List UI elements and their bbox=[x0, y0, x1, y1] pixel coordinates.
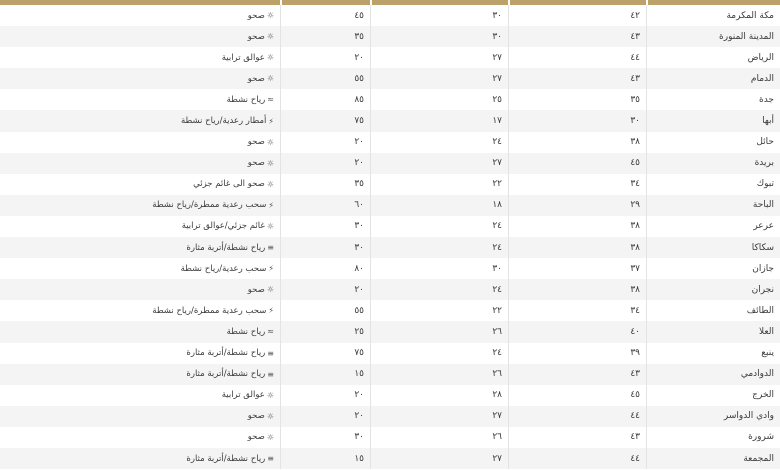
weather-description: صحو bbox=[247, 284, 265, 295]
max-temp-cell: ٢٩ bbox=[508, 195, 646, 216]
weather-description: سحب رعدية/رياح نشطة bbox=[180, 263, 267, 274]
weather-cell bbox=[0, 385, 280, 406]
min-temp-cell: ٢٤ bbox=[370, 343, 508, 364]
max-temp-cell: ٤٤ bbox=[508, 406, 646, 427]
table-row bbox=[0, 68, 780, 89]
city-cell: عرعر bbox=[646, 216, 780, 237]
max-temp-cell: ٤٤ bbox=[508, 47, 646, 68]
min-temp-cell: ٢٦ bbox=[370, 321, 508, 342]
city-cell: نجران bbox=[646, 279, 780, 300]
humidity-cell: ٣٠ bbox=[280, 216, 370, 237]
min-temp-cell: ٣٠ bbox=[370, 5, 508, 26]
table-row bbox=[0, 89, 780, 110]
humidity-cell: ٢٠ bbox=[280, 406, 370, 427]
humidity-cell: ١٥ bbox=[280, 448, 370, 469]
city-cell: الرياض bbox=[646, 47, 780, 68]
max-temp-cell: ٣٨ bbox=[508, 279, 646, 300]
max-temp-cell: ٣٩ bbox=[508, 343, 646, 364]
city-cell: الدمام bbox=[646, 68, 780, 89]
sun-icon: ☼ bbox=[266, 53, 274, 63]
weather-description: غائم جزئي/عوالق ترابية bbox=[181, 221, 265, 232]
weather-cell bbox=[0, 364, 280, 385]
wind-icon: ≈ bbox=[267, 95, 274, 105]
humidity-cell: ٦٠ bbox=[280, 195, 370, 216]
city-cell: ينبع bbox=[646, 343, 780, 364]
max-temp-cell: ٣٨ bbox=[508, 132, 646, 153]
city-cell: وادي الدواسر bbox=[646, 406, 780, 427]
min-temp-cell: ٢٢ bbox=[370, 174, 508, 195]
weather-description: عوالق ترابية bbox=[221, 52, 265, 63]
table-row bbox=[0, 300, 780, 321]
table-row bbox=[0, 153, 780, 174]
weather-cell bbox=[0, 110, 280, 131]
max-temp-cell: ٤٤ bbox=[508, 448, 646, 469]
city-cell: حائل bbox=[646, 132, 780, 153]
weather-cell bbox=[0, 406, 280, 427]
min-temp-cell: ٢٤ bbox=[370, 132, 508, 153]
weather-cell bbox=[0, 132, 280, 153]
max-temp-cell: ٣٥ bbox=[508, 89, 646, 110]
thunderstorm-icon: ⚡ bbox=[268, 264, 274, 274]
max-temp-cell: ٣٨ bbox=[508, 237, 646, 258]
weather-description: أمطار رعدية/رياح نشطة bbox=[180, 116, 267, 127]
humidity-cell: ٣٥ bbox=[280, 174, 370, 195]
humidity-cell: ٢٠ bbox=[280, 132, 370, 153]
weather-cell bbox=[0, 89, 280, 110]
city-cell: الخرج bbox=[646, 385, 780, 406]
max-temp-cell: ٤٣ bbox=[508, 68, 646, 89]
weather-description: صحو bbox=[247, 411, 265, 422]
min-temp-cell: ٢٥ bbox=[370, 89, 508, 110]
dust-icon: ≡ bbox=[267, 454, 274, 464]
table-row bbox=[0, 343, 780, 364]
table-row bbox=[0, 279, 780, 300]
thunderstorm-icon: ⚡ bbox=[268, 306, 274, 316]
humidity-cell: ٧٥ bbox=[280, 110, 370, 131]
max-temp-cell: ٤٣ bbox=[508, 26, 646, 47]
min-temp-cell: ٢٤ bbox=[370, 279, 508, 300]
dust-icon: ≡ bbox=[267, 348, 274, 358]
humidity-cell: ٥٥ bbox=[280, 68, 370, 89]
min-temp-cell: ١٨ bbox=[370, 195, 508, 216]
humidity-cell: ٨٠ bbox=[280, 258, 370, 279]
sun-icon: ☼ bbox=[266, 32, 274, 42]
weather-description: رياح نشطة bbox=[226, 326, 266, 337]
weather-description: صحو bbox=[247, 432, 265, 443]
table-row bbox=[0, 110, 780, 131]
min-temp-cell: ٢٤ bbox=[370, 237, 508, 258]
max-temp-cell: ٣٤ bbox=[508, 300, 646, 321]
dust-icon: ≡ bbox=[267, 243, 274, 253]
thunderstorm-icon: ⚡ bbox=[268, 116, 274, 126]
table-row bbox=[0, 364, 780, 385]
city-cell: الطائف bbox=[646, 300, 780, 321]
humidity-cell: ٤٥ bbox=[280, 5, 370, 26]
weather-description: صحو bbox=[247, 31, 265, 42]
city-cell: العلا bbox=[646, 321, 780, 342]
city-cell: جدة bbox=[646, 89, 780, 110]
sun-icon: ☼ bbox=[266, 158, 274, 168]
max-temp-cell: ٤٣ bbox=[508, 427, 646, 448]
city-cell: مكة المكرمة bbox=[646, 5, 780, 26]
table-row bbox=[0, 237, 780, 258]
table-row bbox=[0, 258, 780, 279]
sun-icon: ☼ bbox=[266, 74, 274, 84]
max-temp-cell: ٤٢ bbox=[508, 5, 646, 26]
sun-icon: ☼ bbox=[266, 137, 274, 147]
weather-description: رياح نشطة/أتربة مثارة bbox=[186, 453, 266, 464]
weather-cell bbox=[0, 216, 280, 237]
weather-cell bbox=[0, 448, 280, 469]
table-row bbox=[0, 132, 780, 153]
min-temp-cell: ٢٧ bbox=[370, 406, 508, 427]
table-row bbox=[0, 174, 780, 195]
weather-description: صحو الى غائم جزئي bbox=[193, 179, 265, 190]
table-row bbox=[0, 427, 780, 448]
weather-cell bbox=[0, 26, 280, 47]
min-temp-cell: ٢٦ bbox=[370, 364, 508, 385]
humidity-cell: ٥٥ bbox=[280, 300, 370, 321]
humidity-cell: ٣٥ bbox=[280, 26, 370, 47]
weather-description: عوالق ترابية bbox=[221, 390, 265, 401]
max-temp-cell: ٣٠ bbox=[508, 110, 646, 131]
humidity-cell: ٢٠ bbox=[280, 385, 370, 406]
city-cell: جازان bbox=[646, 258, 780, 279]
max-temp-cell: ٣٤ bbox=[508, 174, 646, 195]
table-row bbox=[0, 448, 780, 469]
humidity-cell: ١٥ bbox=[280, 364, 370, 385]
wind-icon: ≈ bbox=[267, 327, 274, 337]
min-temp-cell: ٢٧ bbox=[370, 68, 508, 89]
weather-cell bbox=[0, 258, 280, 279]
humidity-cell: ٢٠ bbox=[280, 279, 370, 300]
table-row bbox=[0, 26, 780, 47]
max-temp-cell: ٤٣ bbox=[508, 364, 646, 385]
humidity-cell: ٢٠ bbox=[280, 153, 370, 174]
table-body bbox=[0, 5, 780, 469]
weather-cell bbox=[0, 237, 280, 258]
weather-description: سحب رعدية ممطرة/رياح نشطة bbox=[152, 305, 267, 316]
sun-icon: ☼ bbox=[266, 285, 274, 295]
sun-icon: ☼ bbox=[266, 179, 274, 189]
humidity-cell: ٨٥ bbox=[280, 89, 370, 110]
min-temp-cell: ٢٢ bbox=[370, 300, 508, 321]
table-row bbox=[0, 47, 780, 68]
humidity-cell: ٣٠ bbox=[280, 237, 370, 258]
max-temp-cell: ٣٨ bbox=[508, 216, 646, 237]
table-row bbox=[0, 321, 780, 342]
sun-icon: ☼ bbox=[266, 432, 274, 442]
city-cell: الباحة bbox=[646, 195, 780, 216]
humidity-cell: ٣٠ bbox=[280, 427, 370, 448]
table-row bbox=[0, 406, 780, 427]
thunderstorm-icon: ⚡ bbox=[268, 200, 274, 210]
dust-icon: ≡ bbox=[267, 369, 274, 379]
max-temp-cell: ٤٠ bbox=[508, 321, 646, 342]
min-temp-cell: ٢٧ bbox=[370, 47, 508, 68]
min-temp-cell: ٣٠ bbox=[370, 258, 508, 279]
weather-description: صحو bbox=[247, 73, 265, 84]
city-cell: المجمعة bbox=[646, 448, 780, 469]
weather-cell bbox=[0, 321, 280, 342]
table-row bbox=[0, 195, 780, 216]
min-temp-cell: ١٧ bbox=[370, 110, 508, 131]
min-temp-cell: ٢٨ bbox=[370, 385, 508, 406]
humidity-cell: ٢٠ bbox=[280, 47, 370, 68]
weather-cell bbox=[0, 300, 280, 321]
humidity-cell: ٢٥ bbox=[280, 321, 370, 342]
sun-icon: ☼ bbox=[266, 411, 274, 421]
humidity-cell: ٧٥ bbox=[280, 343, 370, 364]
weather-description: رياح نشطة/أتربة مثارة bbox=[186, 369, 266, 380]
weather-description: سحب رعدية ممطرة/رياح نشطة bbox=[152, 200, 267, 211]
city-cell: شرورة bbox=[646, 427, 780, 448]
city-cell: سكاكا bbox=[646, 237, 780, 258]
weather-cell bbox=[0, 153, 280, 174]
sun-icon: ☼ bbox=[266, 390, 274, 400]
city-cell: أبها bbox=[646, 110, 780, 131]
weather-description: رياح نشطة/أتربة مثارة bbox=[186, 348, 266, 359]
weather-description: صحو bbox=[247, 10, 265, 21]
weather-cell bbox=[0, 174, 280, 195]
weather-cell bbox=[0, 343, 280, 364]
weather-cell bbox=[0, 5, 280, 26]
city-cell: بريدة bbox=[646, 153, 780, 174]
city-cell: المدينة المنورة bbox=[646, 26, 780, 47]
table-row bbox=[0, 5, 780, 26]
min-temp-cell: ٢٧ bbox=[370, 153, 508, 174]
weather-cell bbox=[0, 427, 280, 448]
table-row bbox=[0, 385, 780, 406]
max-temp-cell: ٣٧ bbox=[508, 258, 646, 279]
weather-cell bbox=[0, 195, 280, 216]
min-temp-cell: ٢٧ bbox=[370, 448, 508, 469]
weather-description: صحو bbox=[247, 137, 265, 148]
sun-icon: ☼ bbox=[266, 11, 274, 21]
weather-cell bbox=[0, 279, 280, 300]
sun-icon: ☼ bbox=[266, 221, 274, 231]
weather-cell bbox=[0, 47, 280, 68]
max-temp-cell: ٤٥ bbox=[508, 385, 646, 406]
min-temp-cell: ٢٦ bbox=[370, 427, 508, 448]
min-temp-cell: ٣٠ bbox=[370, 26, 508, 47]
table-row bbox=[0, 216, 780, 237]
city-cell: الدوادمي bbox=[646, 364, 780, 385]
weather-description: صحو bbox=[247, 158, 265, 169]
weather-description: رياح نشطة/أتربة مثارة bbox=[186, 242, 266, 253]
min-temp-cell: ٢٤ bbox=[370, 216, 508, 237]
max-temp-cell: ٤٥ bbox=[508, 153, 646, 174]
weather-cell bbox=[0, 68, 280, 89]
city-cell: تبوك bbox=[646, 174, 780, 195]
weather-description: رياح نشطة bbox=[226, 94, 266, 105]
